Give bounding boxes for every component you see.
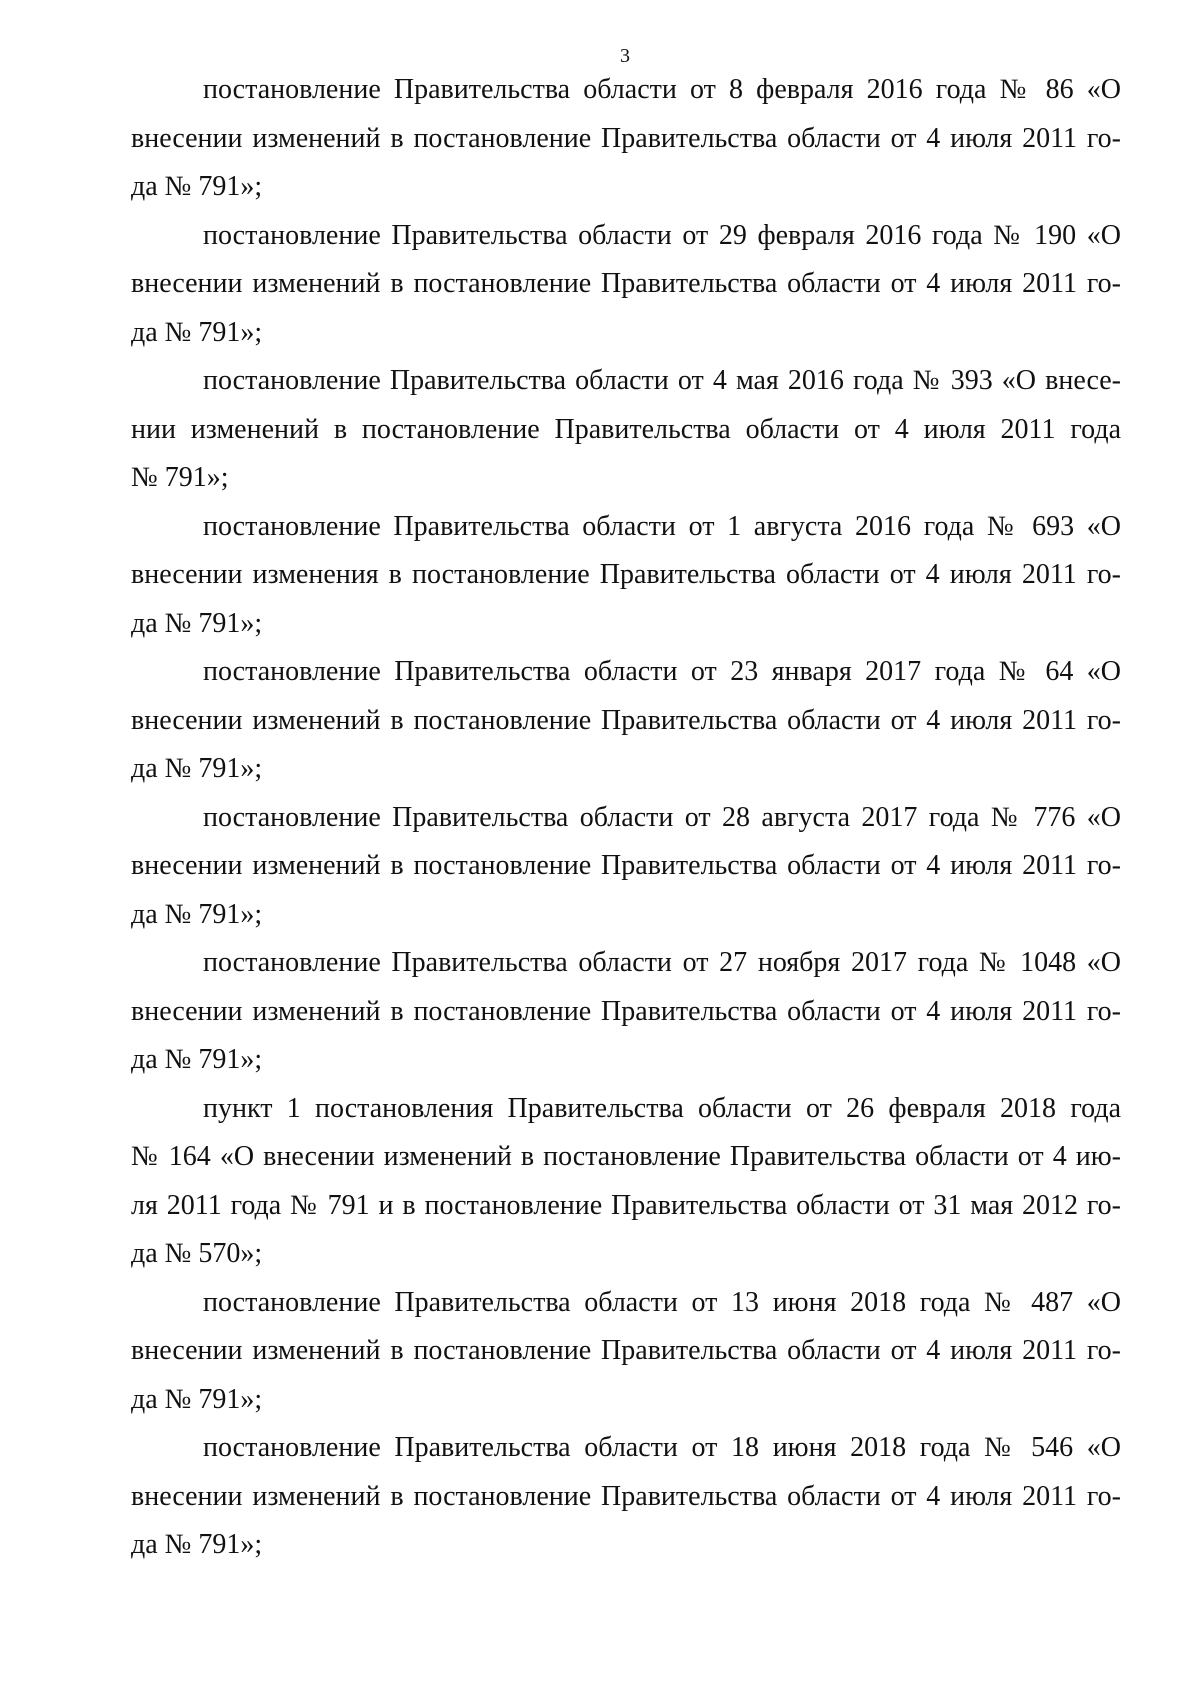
paragraph-line: внесении изменений в постановление Правительства области от 4 июля 2011 го- (131, 1335, 1121, 1366)
paragraph-line: постановление Правительства области от 1 августа 2016 года № 693 «О (203, 510, 1121, 542)
document-body (131, 66, 1121, 1570)
paragraph-line: пункт 1 постановления Правительства области от 26 февраля 2018 года (203, 1092, 1121, 1124)
paragraph-line: ля 2011 года № 791 и в постановление Правительства области от 31 мая 2012 го- (131, 1189, 1121, 1221)
paragraph-line: постановление Правительства области от 4 мая 2016 года № 393 «О внесе- (203, 365, 1121, 396)
paragraph-line: да № 791»; (131, 171, 263, 202)
paragraph-line: внесении изменений в постановление Правительства области от 4 июля 2011 го- (131, 704, 1121, 736)
paragraph-5 (131, 648, 1121, 794)
paragraph-8 (131, 1085, 1121, 1279)
paragraph-line: № 791»; (131, 462, 229, 493)
paragraph-line: внесении изменений в постановление Правительства области от 4 июля 2011 го- (131, 850, 1121, 881)
paragraph-line: внесении изменений в постановление Правительства области от 4 июля 2011 го- (131, 1480, 1121, 1512)
paragraph-1 (131, 66, 1121, 212)
paragraph-line: внесении изменений в постановление Правительства области от 4 июля 2011 го- (131, 122, 1121, 154)
paragraph-line: нии изменений в постановление Правительства области от 4 июля 2011 года (131, 413, 1121, 445)
paragraph-line: да № 791»; (131, 1044, 263, 1075)
paragraph-line: постановление Правительства области от 29 февраля 2016 года № 190 «О (203, 219, 1121, 251)
paragraph-line: внесении изменений в постановление Правительства области от 4 июля 2011 го- (131, 268, 1121, 299)
paragraph-6 (131, 794, 1121, 940)
page-number: 3 (620, 45, 630, 67)
paragraph-4 (131, 503, 1121, 649)
paragraph-line: да № 791»; (131, 1383, 263, 1415)
paragraph-line: да № 791»; (131, 753, 263, 784)
paragraph-line: постановление Правительства области от 8 февраля 2016 года № 86 «О (203, 74, 1121, 105)
paragraph-line: постановление Правительства области от 23 января 2017 года № 64 «О (203, 656, 1121, 687)
paragraph-line: постановление Правительства области от 13 июня 2018 года № 487 «О (203, 1286, 1121, 1318)
paragraph-line: да № 791»; (131, 316, 263, 348)
paragraph-line: да № 791»; (131, 898, 263, 930)
paragraph-10 (131, 1424, 1121, 1570)
paragraph-line: постановление Правительства области от 18 июня 2018 года № 546 «О (203, 1432, 1121, 1463)
paragraph-line: да № 570»; (131, 1238, 263, 1269)
paragraph-9 (131, 1279, 1121, 1425)
paragraph-line: № 164 «О внесении изменений в постановление Правительства области от 4 ию- (131, 1141, 1121, 1172)
paragraph-line: постановление Правительства области от 27 ноября 2017 года № 1048 «О (203, 947, 1121, 978)
paragraph-3 (131, 357, 1121, 503)
paragraph-line: да № 791»; (131, 607, 263, 639)
paragraph-2 (131, 212, 1121, 358)
paragraph-line: да № 791»; (131, 1529, 263, 1560)
paragraph-line: внесении изменения в постановление Правительства области от 4 июля 2011 го- (131, 559, 1121, 590)
paragraph-line: постановление Правительства области от 28 августа 2017 года № 776 «О (203, 801, 1121, 833)
paragraph-7 (131, 939, 1121, 1085)
paragraph-line: внесении изменений в постановление Правительства области от 4 июля 2011 го- (131, 995, 1121, 1027)
